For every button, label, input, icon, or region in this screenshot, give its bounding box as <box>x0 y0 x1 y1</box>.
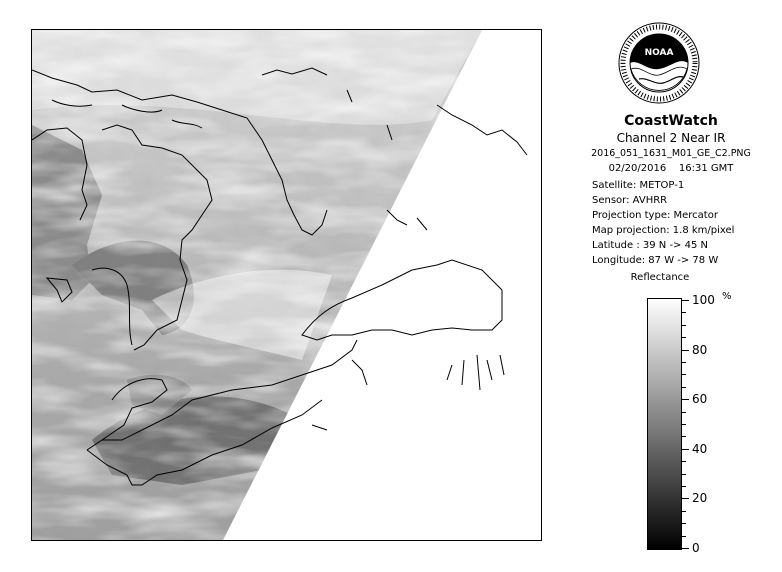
colorbar-tick <box>682 486 686 487</box>
sensor-param: Sensor: AVHRR <box>592 195 668 206</box>
noaa-logo-icon <box>617 17 701 109</box>
satellite-image <box>32 30 542 541</box>
colorbar-title: Reflectance <box>630 272 690 283</box>
latitude-param: Latitude : 39 N -> 45 N <box>592 240 708 251</box>
colorbar <box>647 298 682 550</box>
colorbar-label: 100 <box>692 293 715 307</box>
colorbar-label: 20 <box>692 491 708 505</box>
longitude-param: Longitude: 87 W -> 78 W <box>592 255 719 266</box>
colorbar-tick <box>682 474 686 475</box>
colorbar-tick <box>682 362 686 363</box>
colorbar-tick <box>682 325 686 326</box>
colorbar-tick <box>682 337 686 338</box>
noaa-logo-text: NOAA <box>644 48 674 58</box>
colorbar-tick <box>682 399 689 400</box>
colorbar-tick <box>682 536 686 537</box>
colorbar-tick <box>682 511 686 512</box>
colorbar-tick <box>682 548 689 549</box>
channel-label: Channel 2 Near IR <box>616 131 726 145</box>
colorbar-tick <box>682 461 686 462</box>
colorbar-label: 60 <box>692 392 708 406</box>
brand-title: CoastWatch <box>624 113 718 129</box>
colorbar-tick <box>682 312 686 313</box>
acquisition-datetime: 02/20/2016 16:31 GMT <box>608 163 734 174</box>
colorbar-tick <box>682 523 686 524</box>
colorbar-tick <box>682 424 686 425</box>
colorbar-unit: % <box>722 291 732 302</box>
satellite-param: Satellite: METOP-1 <box>592 180 685 191</box>
colorbar-label: 40 <box>692 442 708 456</box>
noaa-logo <box>617 17 701 109</box>
colorbar-tick <box>682 498 689 499</box>
colorbar-tick <box>682 449 689 450</box>
imagery-swath <box>32 30 542 541</box>
colorbar-tick <box>682 350 689 351</box>
colorbar-tick <box>682 387 686 388</box>
projection-type-param: Projection type: Mercator <box>592 210 718 221</box>
satellite-map[interactable] <box>31 29 542 541</box>
colorbar-label: 0 <box>692 541 700 555</box>
map-projection-param: Map projection: 1.8 km/pixel <box>592 225 735 236</box>
colorbar-tick <box>682 436 686 437</box>
colorbar-tick <box>682 374 686 375</box>
colorbar-label: 80 <box>692 343 708 357</box>
file-name: 2016_051_1631_M01_GE_C2.PNG <box>591 148 751 159</box>
colorbar-tick <box>682 300 689 301</box>
colorbar-tick <box>682 412 686 413</box>
